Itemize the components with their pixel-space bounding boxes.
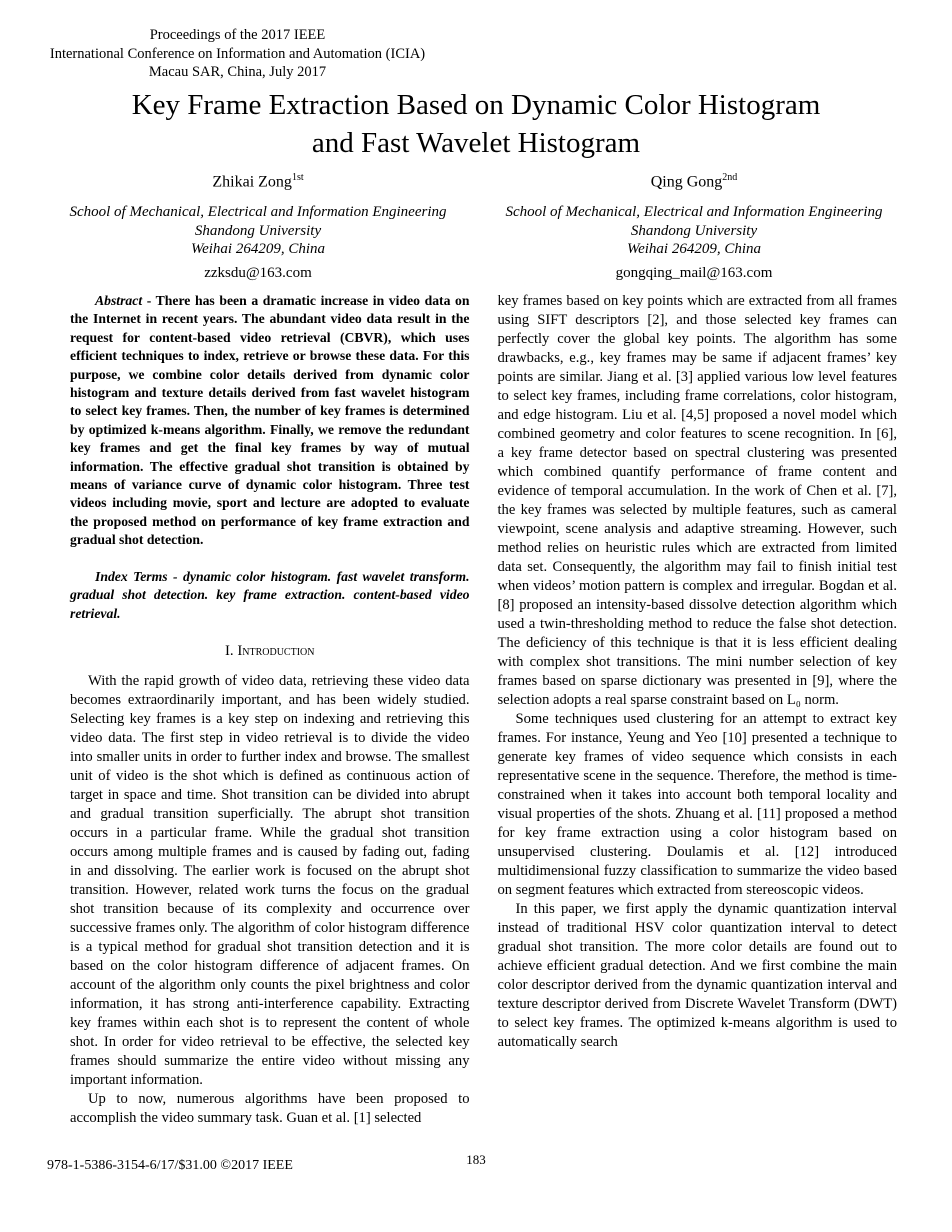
paper-title-line-1: Key Frame Extraction Based on Dynamic Color Histogram [131, 89, 821, 121]
right-column-paragraph-3: In this paper, we first apply the dynamic quantization interval instead of traditional HSV color quantization interval to detect gradual shot transition. The more color details are found out to achieve efficient gradual detection. And we first combine the main color descriptor derived from the dynamic quantization interval and texture descriptor derived from Discrete Wavelet Transform (DWT) to select key frames. The optimized k-means algorithm is used to automatically search [497, 901, 897, 1050]
index-terms-text: - dynamic color histogram. fast wavelet transform. gradual shot detection. key frame extraction. content-based video retrieval. [70, 568, 470, 621]
author-2-name-text: Qing Gong [650, 173, 723, 191]
paper-title [0, 86, 952, 162]
conference-header [30, 26, 445, 82]
author-block [40, 172, 912, 282]
author-1-name [40, 172, 476, 191]
copyright-notice: 978-1-5386-3154-6/17/$31.00 ©2017 IEEE [47, 1158, 293, 1173]
author-1-name-text: Zhikai Zong [212, 173, 292, 191]
left-column-paragraph-1: With the rapid growth of video data, retrieving these video data becomes extraordinarily important, and has been widely studied. Selecting key frames is a key step on indexing and retrieving this video data. The first step in video retrieval is to divide the video into smaller units in order to further index and browse. The smallest unit of video is the shot which is defined as continuous action of target in space and time. Shot transition can be divided into abrupt and gradual transition superficially. The abrupt shot transition occurs in a particular frame. While the gradual shot transition occurs among multiple frames and is caused by fading out, fading in and dissolving. The earlier work is focused on the abrupt shot transition. However, related work turns the focus on the gradual shot transition because of its complexity and occurrence over successive frames only. The algorithm of color histogram difference is a typical method for gradual shot transition detection and it is based on the color histogram difference of adjacent frames. On account of the algorithm only counts the pixel brightness and color information, it has strong anti-interference capability. Extracting key frames within each shot is to represent the content of whole shot. In order for video retrieval to be effective, the selected key frames should summarize the entire video without missing any important information. [70, 672, 470, 1088]
section-heading-introduction: I. Introduction [225, 642, 315, 659]
conference-header-line-3: Macau SAR, China, July 2017 [148, 64, 327, 80]
right-column-paragraph-2: Some techniques used clustering for an attempt to extract key frames. For instance, Yeung and Yeo [10] presented a technique to generate key frames of video sequence which consists in each representative scene in the sequence. Therefore, the method is time-constrained when it takes into account both temporal locality and visual properties of the shots. Zhuang et al. [11] proposed a method for key frame extraction using a color histogram based on unsupervised clustering. Doulamis et al. [12] introduced multidimensional fuzzy classification to summarize the video based on segment features which extracted from stereoscopic videos. [497, 711, 897, 898]
author-1-email: zzksdu@163.com [204, 264, 312, 281]
paper-title-line-2: and Fast Wavelet Histogram [311, 127, 641, 159]
left-column-paragraph-2: Up to now, numerous algorithms have been proposed to accomplish the video summary task. Guan et al. [1] selected [70, 1090, 470, 1126]
author-1-affiliation-university: Shandong University [194, 222, 322, 239]
author-2-affiliation-city: Weihai 264209, China [626, 241, 762, 258]
abstract-paragraph [70, 292, 470, 550]
left-column [70, 292, 470, 1128]
abstract-text: - There has been a dramatic increase in video data on the Internet in recent years. The abundant video data result in the request for content-based video retrieval (CBVR), which uses efficient techniques to index, retrieve or browse these data. For this purpose, we combine color details derived from dynamic color histogram and texture details derived from fast wavelet histogram to select key frames. Then, the number of key frames is determined by optimized k-means algorithm. Finally, we remove the redundant key frames and get the final key frames by way of mutual information. The effective gradual shot transition is obtained by means of variance curve of dynamic color histogram. Three test videos including movie, sport and lecture are adopted to evaluate the proposed method on performance of key frame extraction and gradual shot detection. [70, 293, 470, 548]
author-2-name [476, 172, 912, 191]
author-2 [476, 172, 912, 282]
abstract-label: Abstract [95, 293, 143, 308]
index-terms-paragraph [70, 568, 470, 623]
author-2-affiliation-school: School of Mechanical, Electrical and Information Engineering [505, 204, 883, 221]
author-1-affiliation-school: School of Mechanical, Electrical and Information Engineering [69, 204, 447, 221]
right-column-paragraph-1: key frames based on key points which are extracted from all frames using SIFT descriptors [2], and those selected key frames can perfectly cover the global key points. The algorithm has some drawbacks, e.g., key frames may be same if adjacent frames’ key points are similar. Jiang et al. [3] applied various low level features to select key frames, including frame correlations, color histogram, and edge histogram. Liu et al. [4,5] proposed a novel model which combined geometry and color features to scene recognition. In [6], a key frame detector based on spectral clustering was presented which combined quantify performance of frame content and evidence of temporal accumulation. In the work of Chen et al. [7], the key frames was selected by multiple features, such as cameral viewpoint, scene analysis and adaptive streaming. However, such method relies on heuristic rules which are extracted from limited data set. Consequently, the algorithm may fail to finish initial test when videos’ motion pattern is complex and irregular. Bogdan et al. [8] proposed an intensity-based dissolve detection algorithm which used a twin-thresholding method to reduce the false shot detection. The deficiency of this technique is that it is less efficient dealing with complex shot transitions. The mini number selection of key frames based on sparse dictionary was presented in [9], where the selection adopts a real sparse constraint based on L₀ norm. [497, 293, 897, 708]
author-2-superscript: 2nd [722, 172, 738, 183]
author-2-affiliation-university: Shandong University [630, 222, 758, 239]
page-number: 183 [466, 1152, 486, 1167]
author-2-email: gongqing_mail@163.com [615, 264, 773, 281]
author-1-superscript: 1st [291, 172, 304, 183]
conference-header-line-1: Proceedings of the 2017 IEEE [149, 27, 326, 43]
two-column-body [70, 292, 897, 1128]
author-1 [40, 172, 476, 282]
index-terms-label: Index Terms [95, 568, 168, 584]
author-1-affiliation-city: Weihai 264209, China [190, 241, 326, 258]
right-column [498, 292, 898, 1128]
conference-header-line-2: International Conference on Information and Automation (ICIA) [49, 45, 426, 62]
